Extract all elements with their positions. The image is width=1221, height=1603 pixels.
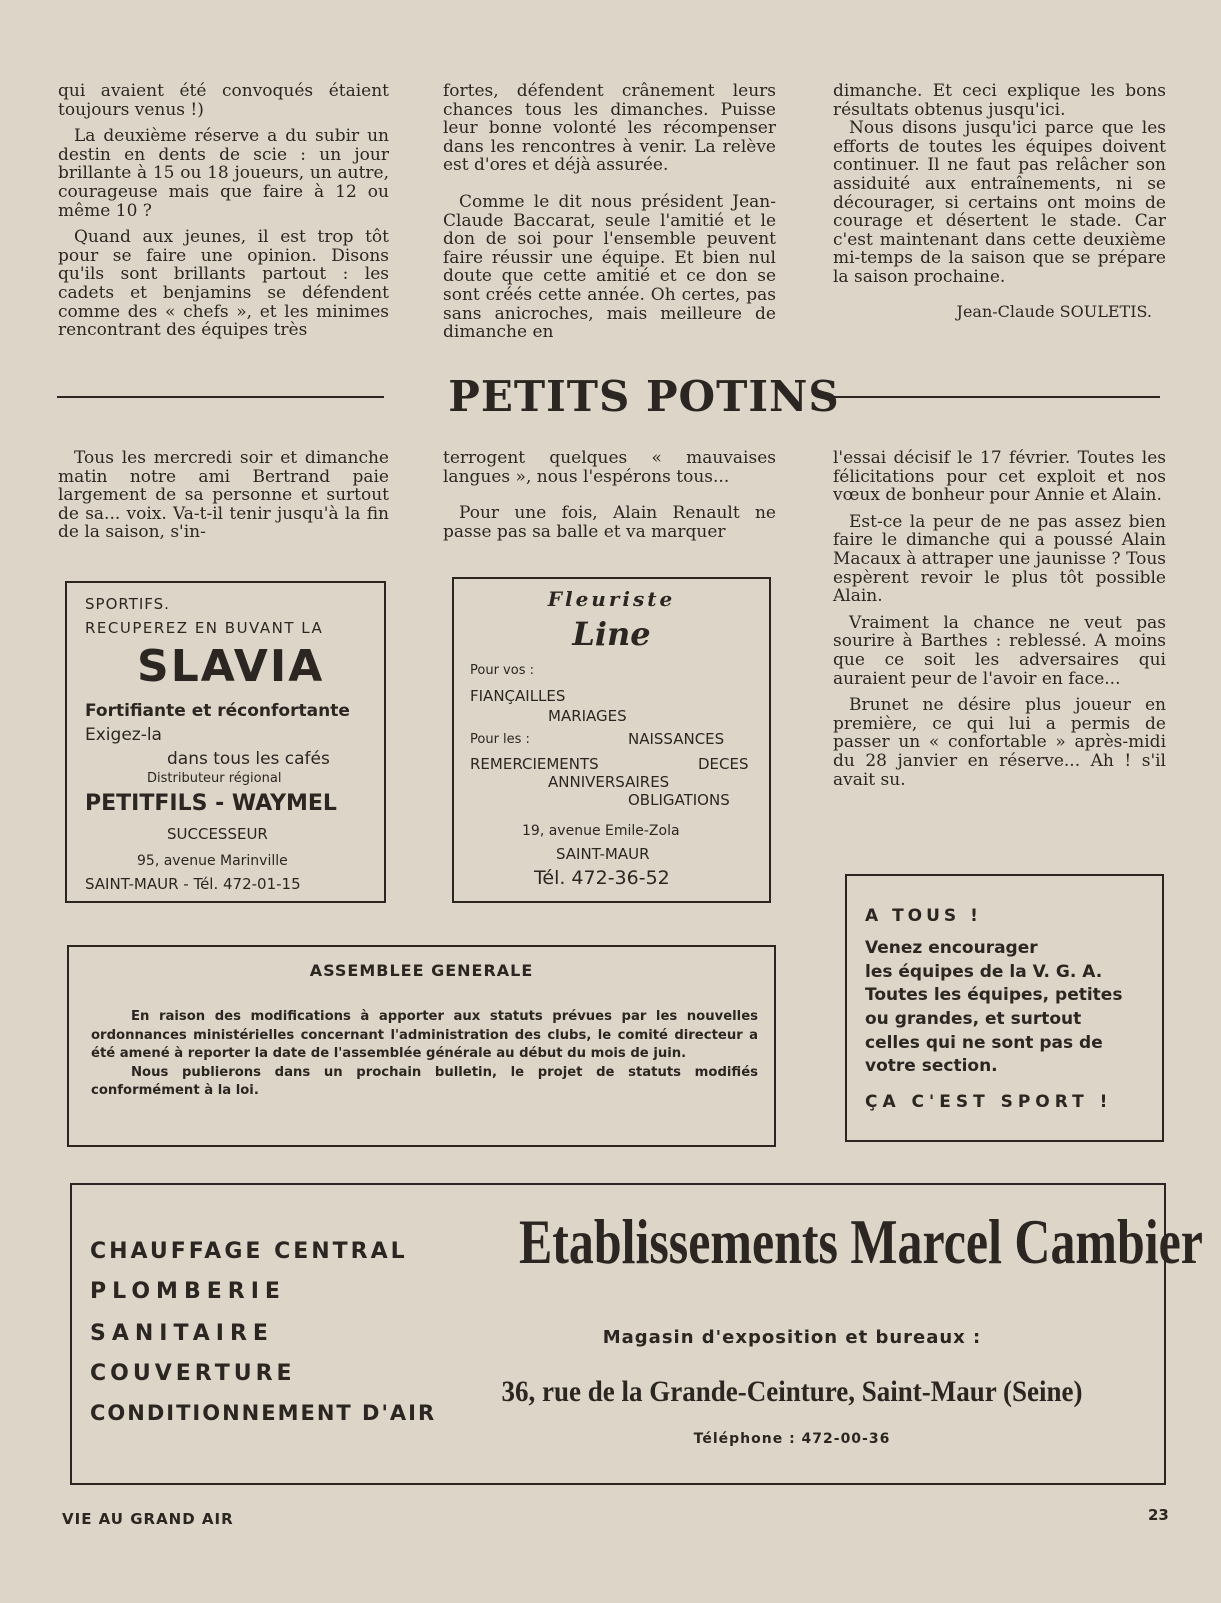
potins-column-1 [58,449,389,550]
assemblee-generale-notice [67,945,776,1147]
service-item: COUVERTURE [90,1361,296,1386]
article-column-2 [443,82,776,350]
footer-page-number: 23 [1148,1506,1169,1524]
ad-slavia [65,581,386,903]
ad-line: Distributeur régional [147,771,282,786]
notice-line: celles qui ne sont pas de [865,1033,1103,1053]
ad-title: Fleuriste [547,587,676,611]
paragraph: dimanche. Et ceci explique les bons résultats obtenus jusqu'ici. [833,81,1166,120]
paragraph: Brunet ne désire plus joueur en première, ce qui lui a permis de passer un « confortable » après-midi du 28 janvier en réserve... Ah ! s'il avait su. [833,695,1166,790]
notice-closing: ÇA C'EST SPORT ! [865,1092,1113,1112]
section-title: PETITS POTINS [448,372,840,421]
ad-marcel-cambier [70,1183,1203,1485]
a-tous-notice [845,874,1164,1142]
company-name: Etablissements Marcel Cambier [519,1206,1203,1277]
article-column-3 [833,82,1166,321]
paragraph: Nous publierons dans un prochain bulletin, le projet de statuts modifiés conformément à la loi. [91,1064,758,1098]
ad-phone: Tél. 472-36-52 [534,867,670,889]
paragraph: Tous les mercredi soir et dimanche matin notre ami Bertrand paie largement de sa personne et surtout de sa... voix. Va-t-il tenir jusqu'à la fin de la saison, s'in- [58,448,389,543]
ad-line: FIANÇAILLES [470,687,566,705]
notice-line: votre section. [865,1056,998,1076]
notice-line: Toutes les équipes, petites [865,985,1123,1005]
ad-fleuriste-line [452,577,771,903]
potins-column-3 [833,449,1166,797]
potins-column-2 [443,449,776,549]
paragraph: En raison des modifications à apporter aux statuts prévues par les nouvelles ordonnances ministérielles concernant l'administration des clubs, le comité directeur a été amené à reporter la date de l'assemblée générale au début du mois de juin. [91,1009,758,1061]
ad-line: DECES [698,755,749,773]
ad-address: 19, avenue Emile-Zola [522,823,680,839]
paragraph: Est-ce la peur de ne pas assez bien faire le dimanche qui a poussé Alain Macaux à attraper une jaunisse ? Tous espèrent revoir le plus tôt possible Alain. [833,511,1166,607]
notice-line: Venez encourager [865,938,1038,958]
ad-tagline: Fortifiante et réconfortante [85,701,350,721]
notice-title: ASSEMBLEE GENERALE [309,961,534,980]
paragraph: Comme le dit nous président Jean-Claude Baccarat, seule l'amitié et le don de soi pour l'ensemble peuvent faire réussir une équipe. Et bien nul doute que cette amitié et ce don se sont créés cette année. Oh certes, pas sans anicroches, mais meilleure de dimanche en [443,191,776,343]
article-signature: Jean-Claude SOULETIS. [956,301,1152,321]
service-item: CONDITIONNEMENT D'AIR [90,1401,437,1425]
ad-line: REMERCIEMENTS [470,755,599,773]
ad-city-phone: SAINT-MAUR - Tél. 472-01-15 [85,875,301,893]
service-item: CHAUFFAGE CENTRAL [90,1239,408,1264]
ad-distributor: PETITFILS - WAYMEL [85,791,337,816]
notice-line: les équipes de la V. G. A. [865,962,1103,982]
service-item: SANITAIRE [90,1321,274,1346]
ad-line: OBLIGATIONS [628,791,730,809]
paragraph: Quand aux jeunes, il est trop tôt pour se faire une opinion. Disons qu'ils sont brillants partout : les cadets et benjamins se défendent comme des « chefs », et les minimes rencontrant des équipes très [58,227,389,341]
paragraph: l'essai décisif le 17 février. Toutes les félicitations pour cet exploit et nos vœux de bonheur pour Annie et Alain. [833,448,1166,506]
ad-brand: SLAVIA [137,641,325,692]
paragraph: Vraiment la chance ne veut pas sourire à Barthes : reblessé. A moins que ce soit les adversaires qui auraient peur de l'avoir en face... [833,612,1166,689]
ad-line: ANNIVERSAIRES [548,773,670,791]
section-title-row [57,372,1160,420]
ad-line: MARIAGES [548,707,627,725]
paragraph: La deuxième réserve a du subir un destin en dents de scie : un jour brillante à 15 ou 18 joueurs, un autre, courageuse mais que faire à 12 ou même 10 ? [58,126,389,221]
ad-line: SUCCESSEUR [167,825,268,843]
paragraph: Pour une fois, Alain Renault ne passe pas sa balle et va marquer [443,503,776,542]
ad-line: SPORTIFS. [85,595,170,613]
article-column-1 [58,82,389,348]
notice-body [69,1008,774,1101]
ad-line: NAISSANCES [628,730,725,748]
company-showroom: Magasin d'exposition et bureaux : [602,1327,982,1348]
ad-line: Pour les : [470,732,530,747]
ad-line: Exigez-la [85,725,162,745]
paragraph: Nous disons jusqu'ici parce que les efforts de toutes les équipes doivent continuer. Il ne faut pas relâcher son assiduité aux entraînements, ni se décourager, si certains ont moins de courage et désertent le stade. Car c'est maintenant dans cette deuxième mi-temps de la saison que se prépare la saison prochaine. [833,118,1166,287]
title-rule-left [57,396,384,398]
ad-line: Pour vos : [470,663,534,678]
service-item: PLOMBERIE [90,1279,286,1304]
company-phone: Téléphone : 472-00-36 [693,1431,891,1447]
paragraph: terrogent quelques « mauvaises langues », nous l'espérons tous... [443,448,776,487]
ad-address: 95, avenue Marinville [137,853,288,869]
paragraph: qui avaient été convoqués étaient toujours venus !) [58,81,389,120]
ad-brand: Line [572,615,651,653]
ad-line: dans tous les cafés [167,749,330,769]
title-rule-right [833,396,1160,398]
notice-line: ou grandes, et surtout [865,1009,1082,1029]
footer-magazine-name: VIE AU GRAND AIR [62,1510,234,1528]
paragraph: fortes, défendent crânement leurs chances tous les dimanches. Puisse leur bonne volonté les récompenser dans les rencontres à venir. La relève est d'ores et déjà assurée. [443,81,776,176]
ad-line: RECUPEREZ EN BUVANT LA [85,619,324,637]
company-address: 36, rue de la Grande-Ceinture, Saint-Maur (Seine) [501,1375,1083,1408]
ad-city: SAINT-MAUR [556,845,650,863]
notice-title: A TOUS ! [865,906,982,926]
